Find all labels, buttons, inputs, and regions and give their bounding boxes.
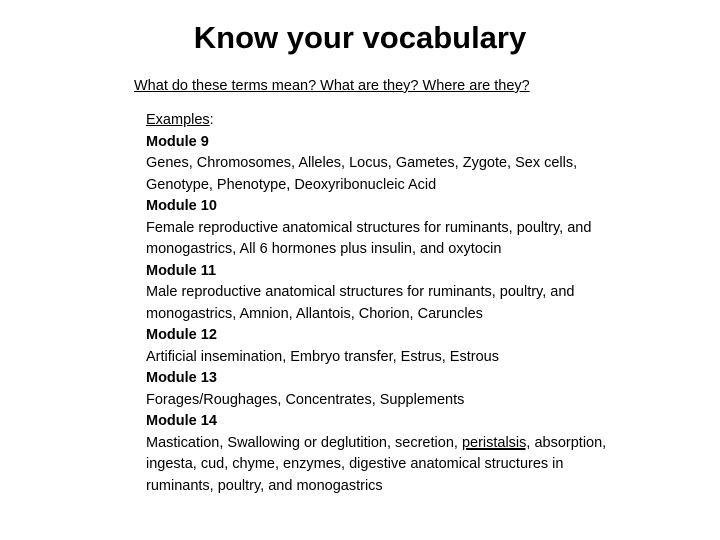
examples-label <box>146 110 626 132</box>
terms-part: absorption, ingesta, cud, chyme, enzymes, digestive anatomical structures in ruminants, poultry, and monogastrics <box>146 434 607 494</box>
underlined-term: peristalsis, <box>461 434 531 451</box>
vocabulary-list <box>146 110 626 497</box>
module-heading: Module 12 <box>146 327 217 343</box>
module-terms: Artificial insemination, Embryo transfer, Estrus, Estrous <box>146 348 499 365</box>
module-heading: Module 10 <box>146 198 217 214</box>
module-terms: Genes, Chromosomes, Alleles, Locus, Gametes, Zygote, Sex cells, Genotype, Phenotype, Deoxyribonucleic Acid <box>146 155 578 193</box>
examples-label-text: Examples <box>146 112 210 128</box>
terms-part: Mastication, Swallowing or deglutition, secretion, <box>146 434 462 451</box>
module-heading: Module 9 <box>146 133 209 150</box>
module-terms: Male reproductive anatomical structures for ruminants, poultry, and monogastrics, Amnion, Allantois, Chorion, Caruncles <box>146 284 575 322</box>
module-terms: Female reproductive anatomical structures for ruminants, poultry, and monogastrics, All 6 hormones plus insulin, and oxytocin <box>146 219 592 257</box>
module-terms: Forages/Roughages, Concentrates, Supplements <box>146 391 465 408</box>
examples-colon: : <box>209 112 214 128</box>
module-heading: Module 13 <box>146 370 217 386</box>
module-heading: Module 11 <box>146 262 217 279</box>
module-terms <box>146 433 626 498</box>
page-title: Know your vocabulary <box>193 20 527 55</box>
module-heading: Module 14 <box>146 413 217 429</box>
subtitle: What do these terms mean? What are they? Where are they? <box>134 78 530 94</box>
